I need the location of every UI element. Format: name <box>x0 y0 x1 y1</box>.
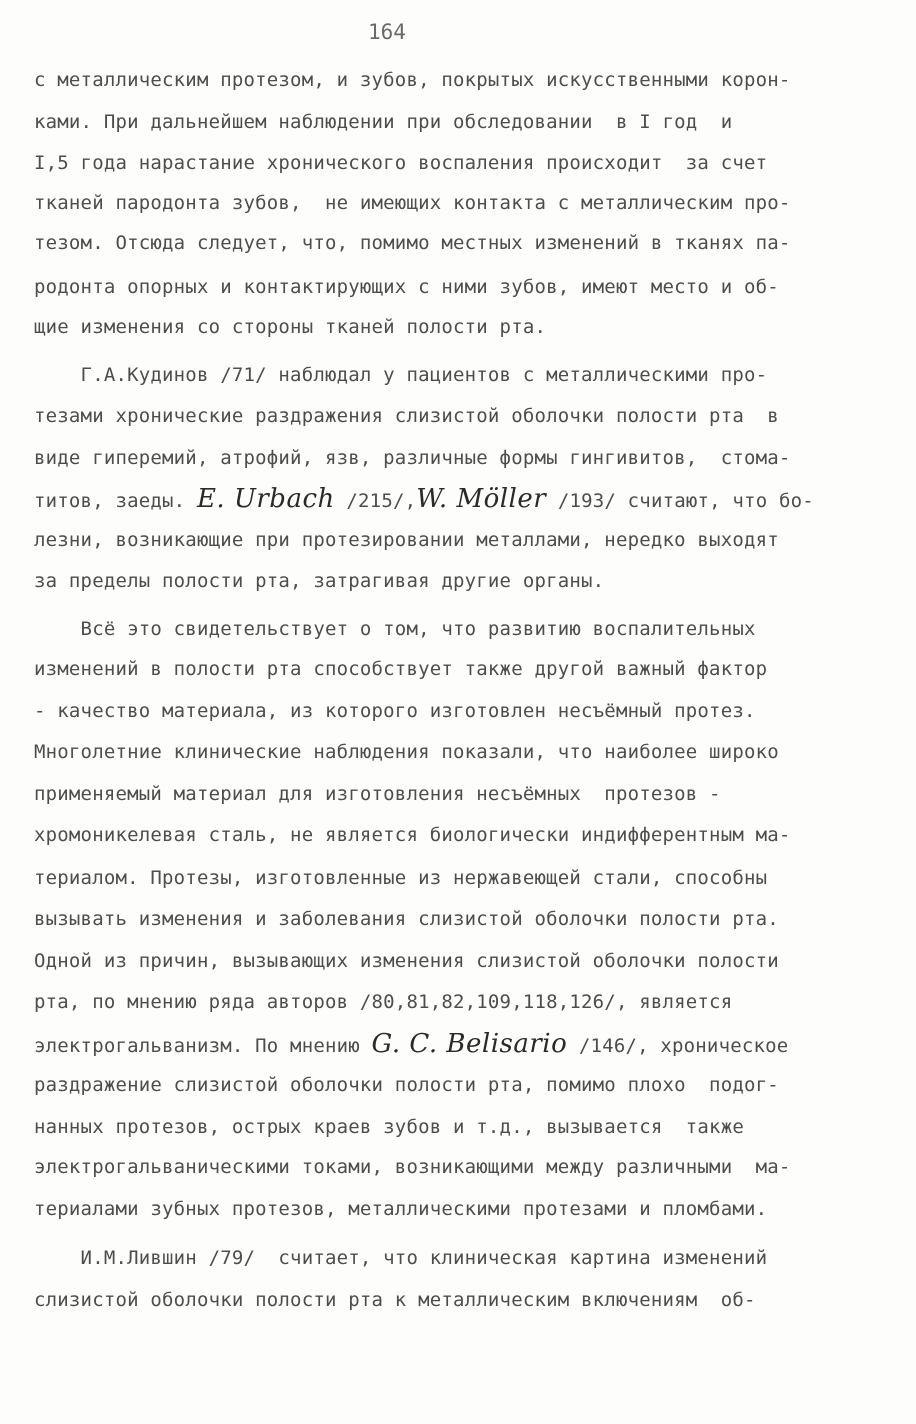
text-line <box>34 1073 779 1097</box>
text-line <box>34 68 791 92</box>
text-line <box>34 231 791 255</box>
text-segment: щие изменения со стороны тканей полости рта. <box>34 316 547 338</box>
text-line <box>34 315 546 339</box>
text-segment: Г.А.Кудинов /71/ наблюдал у пациентов с металлическими про- <box>34 364 768 386</box>
text-segment: /146/, хроническое <box>567 1035 789 1057</box>
text-line <box>34 1155 791 1179</box>
text-segment: раздражение слизистой оболочки полости рта, помимо плохо подог- <box>34 1074 779 1096</box>
text-line <box>34 528 779 552</box>
text-segment: Всё это свидетельствует о том, что развитию воспалительных <box>34 618 756 640</box>
text-segment: изменений в полости рта способствует также другой важный фактор <box>34 658 768 680</box>
text-line <box>34 275 779 299</box>
text-line <box>34 569 604 593</box>
text-segment: электрогальваническими токами, возникающими между различными ма- <box>34 1156 791 1178</box>
text-line <box>34 907 779 931</box>
text-line <box>34 110 732 134</box>
text-line <box>34 1115 744 1139</box>
text-line <box>34 484 814 514</box>
text-line <box>34 151 767 175</box>
text-line <box>34 191 791 215</box>
text-line <box>34 1246 767 1270</box>
text-line <box>34 949 779 973</box>
text-segment: териалами зубных протезов, металлическими протезами и пломбами. <box>34 1198 768 1220</box>
text-segment: виде гиперемий, атрофий, язв, различные формы гингивитов, стома- <box>34 447 791 469</box>
text-segment: слизистой оболочки полости рта к металлическим включениям об- <box>34 1289 756 1311</box>
text-segment: за пределы полости рта, затрагивая другие органы. <box>34 570 605 592</box>
text-segment: тезами хронические раздражения слизистой оболочки полости рта в <box>34 405 779 427</box>
text-line <box>34 446 791 470</box>
handwritten-author-name: W. Möller <box>416 484 547 514</box>
text-segment: /193/ считают, что бо- <box>546 490 814 512</box>
text-segment: титов, заеды. <box>34 490 197 512</box>
text-segment: лезни, возникающие при протезировании металлами, нередко выходят <box>34 529 779 551</box>
text-segment: - качество материала, из которого изготовлен несъёмный протез. <box>34 700 756 722</box>
text-segment: /215/, <box>334 490 417 512</box>
text-segment: вызывать изменения и заболевания слизистой оболочки полости рта. <box>34 908 779 930</box>
text-segment: электрогальванизм. По мнению <box>34 1035 372 1057</box>
text-segment: И.М.Лившин /79/ считает, что клиническая картина изменений <box>34 1247 768 1269</box>
text-line <box>34 866 767 890</box>
handwritten-author-name: G. C. Belisario <box>371 1029 568 1059</box>
text-segment: применяемый материал для изготовления несъёмных протезов - <box>34 783 721 805</box>
text-segment: с металлическим протезом, и зубов, покрытых искусственными корон- <box>34 69 791 91</box>
text-segment: териалом. Протезы, изготовленные из нержавеющей стали, способны <box>34 867 768 889</box>
text-line <box>34 1288 756 1312</box>
text-segment: Одной из причин, вызывающих изменения слизистой оболочки полости <box>34 950 779 972</box>
text-line <box>34 740 779 764</box>
text-segment: Многолетние клинические наблюдения показали, что наиболее широко <box>34 741 779 763</box>
text-segment: тезом. Отсюда следует, что, помимо местных изменений в тканях па- <box>34 232 791 254</box>
text-line <box>34 823 791 847</box>
text-segment: родонта опорных и контактирующих с ними зубов, имеют место и об- <box>34 276 779 298</box>
text-line <box>34 1197 767 1221</box>
text-line <box>34 617 756 641</box>
text-segment: нанных протезов, острых краев зубов и т.д., вызывается также <box>34 1116 744 1138</box>
handwritten-author-name: E. Urbach <box>196 484 335 514</box>
text-segment: рта, по мнению ряда авторов /80,81,82,109,118,126/, является <box>34 991 733 1013</box>
text-line <box>34 657 767 681</box>
text-line <box>34 1029 789 1059</box>
text-line <box>34 782 721 806</box>
text-line <box>34 404 779 428</box>
text-segment: хромоникелевая сталь, не является биологически индифферентным ма- <box>34 824 791 846</box>
text-segment: тканей пародонта зубов, не имеющих контакта с металлическим про- <box>34 192 791 214</box>
text-line <box>34 990 732 1014</box>
page-number: 164 <box>368 20 406 44</box>
text-segment: I,5 года нарастание хронического воспаления происходит за счет <box>34 152 768 174</box>
text-segment: ками. При дальнейшем наблюдении при обследовании в I год и <box>34 111 733 133</box>
text-line <box>34 363 767 387</box>
text-line <box>34 699 756 723</box>
